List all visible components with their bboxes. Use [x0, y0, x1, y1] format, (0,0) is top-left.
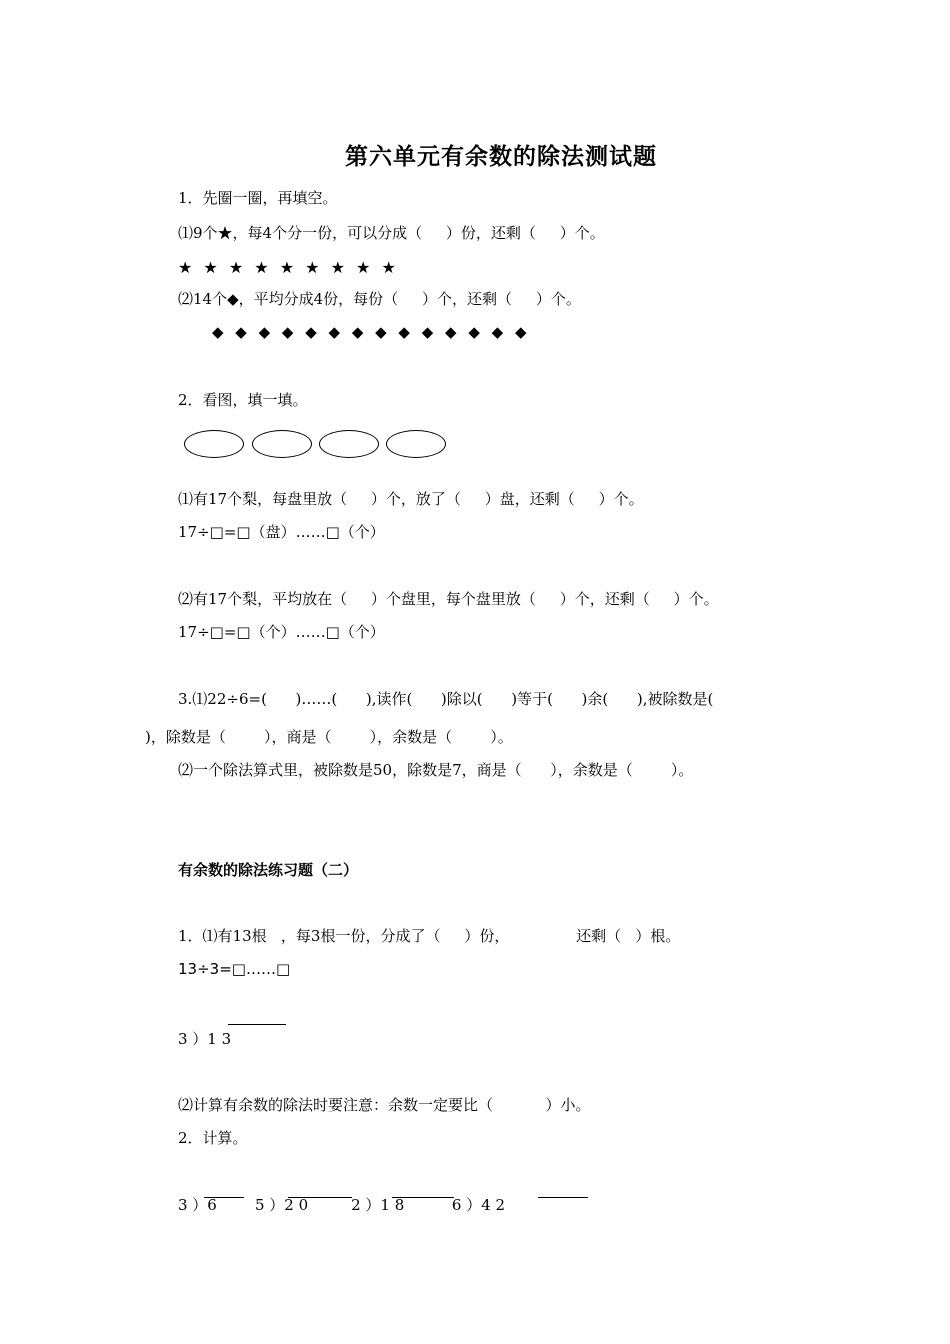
q2-part1: ⑴有17个梨，每盘里放（ ）个，放了（ ）盘，还剩（ ）个。	[178, 490, 644, 508]
q2-equation1: 17÷□=□（盘）……□（个）	[178, 523, 385, 541]
section2-q2: 2．计算。	[178, 1129, 248, 1147]
calc-problems: 3 ）6 5 ）2 0 2 ）1 8 6 ）4 2	[178, 1196, 506, 1214]
star-row: ★ ★ ★ ★ ★ ★ ★ ★ ★	[178, 258, 396, 277]
q1-heading: 1．先圈一圈，再填空。	[178, 189, 338, 207]
q1-part2: ⑵14个◆，平均分成4份，每份（ ）个，还剩（ ）个。	[178, 290, 581, 308]
plate-oval	[386, 430, 446, 458]
q2-heading: 2．看图，填一填。	[178, 391, 308, 409]
plate-oval	[319, 430, 379, 458]
q2-equation2: 17÷□=□（个）……□（个）	[178, 623, 385, 641]
plate-oval	[184, 430, 244, 458]
section2-q1-part2: ⑵计算有余数的除法时要注意：余数一定要比（ ）小。	[178, 1096, 591, 1114]
page-title: 第六单元有余数的除法测试题	[345, 143, 657, 170]
plate-ovals	[184, 430, 454, 462]
section2-q1: 1．⑴有13根 ，每3根一份，分成了（ ）份， 还剩（ ）根。	[178, 927, 681, 945]
q2-part2: ⑵有17个梨，平均放在（ ）个盘里，每个盘里放（ ）个，还剩（ ）个。	[178, 590, 719, 608]
q3-part1-line2: )，除数是（ ），商是（ ），余数是（ ）。	[145, 728, 513, 746]
q3-part1-line1: 3.⑴22÷6=( )……( ),读作( )除以( )等于( )余( ),被除数是(	[178, 690, 714, 708]
q1-part1: ⑴9个★，每4个分一份，可以分成（ ）份，还剩（ ）个。	[178, 224, 605, 242]
long-division: 3 ）1 3	[178, 1030, 232, 1048]
long-division-bar	[228, 1024, 286, 1025]
division-bar	[538, 1197, 588, 1198]
q3-part2: ⑵一个除法算式里，被除数是50，除数是7，商是（ ），余数是（ ）。	[178, 761, 694, 779]
section2-equation: 13÷3=□……□	[178, 960, 291, 978]
section2-heading: 有余数的除法练习题（二）	[178, 861, 359, 879]
diamond-row: ◆ ◆ ◆ ◆ ◆ ◆ ◆ ◆ ◆ ◆ ◆ ◆ ◆ ◆	[212, 323, 527, 341]
plate-oval	[252, 430, 312, 458]
